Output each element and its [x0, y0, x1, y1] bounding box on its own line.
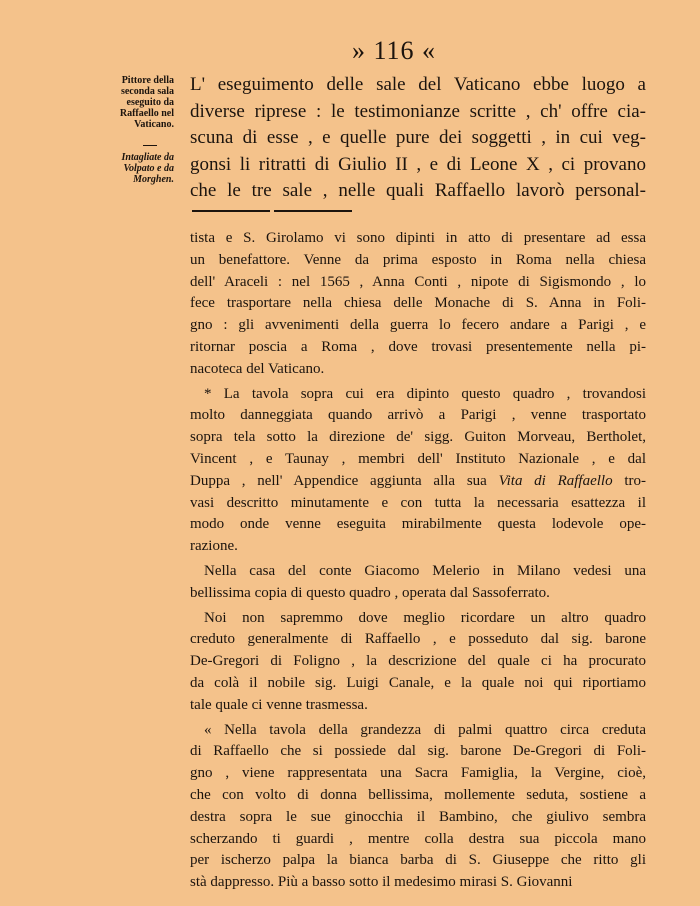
- footnote-line: scherzando ti guardi , mentre colla destra sua piccola mano: [190, 830, 646, 847]
- footnote-line: « Nella tavola della grandezza di palmi quattro circa creduta: [204, 721, 646, 738]
- margin-note-divider: [143, 145, 157, 146]
- footnote-line: Nella casa del conte Giacomo Melerio in Milano vedesi una: [204, 562, 646, 579]
- footnote-line: di Raffaello che si possiede dal sig. barone De-Gregori di Foli-: [190, 743, 646, 760]
- footnote-line: gno : gli avvenimenti della guerra lo fecero andare a Parigi , e: [190, 317, 646, 334]
- footnote-line: modo onde venne eseguita mirabilmente questa lodevole ope-: [190, 516, 646, 533]
- main-text-line: scuna di esse , e quelle pure dei soggetti , in cui veg-: [190, 127, 646, 148]
- footnote-line: destra sopra le sue ginocchia il Bambino, che giulivo sembra: [190, 808, 646, 825]
- footnote-line: gno , viene rappresentata una Sacra Famiglia, la Vergine, cioè,: [190, 765, 646, 782]
- footnote-line: dell' Araceli : nel 1565 , Anna Conti , nipote di Sigismondo , lo: [190, 273, 646, 290]
- book-title: Vita di Raffaello: [498, 472, 613, 489]
- footnote-separator: [192, 209, 352, 212]
- main-text-line: diverse riprese : le testimonianze scritte , ch' offre cia-: [190, 100, 646, 122]
- footnote-line: De-Gregori di Foligno , la descrizione del quale ci ha procurato: [190, 653, 646, 670]
- margin-note-painting: Pittore della seconda sala eseguito da Raffaello nel Vaticano.: [119, 75, 174, 130]
- footnote-line: da colà il nobile sig. Luigi Canale, e la quale noi qui riportiamo: [190, 674, 646, 691]
- footnote-line: stà dappresso. Più a basso sotto il medesimo mirasi S. Giovanni: [190, 874, 573, 891]
- footnotes: [190, 228, 646, 894]
- footnote-line: Vincent , e Taunay , membri dell' Instituto Nazionale , e dal: [190, 450, 646, 467]
- page-number: » 116 «: [352, 36, 437, 65]
- main-text-line: gonsi li ritratti di Giulio II , e di Leone X , ci provano: [190, 153, 646, 175]
- margin-note-engravers: Intagliate da Volpato e da Morghen.: [121, 152, 174, 185]
- footnote-line: Noi non sapremmo dove meglio ricordare un altro quadro: [204, 609, 646, 626]
- footnote-line: razione.: [190, 538, 238, 555]
- main-body-text: [190, 72, 646, 205]
- footnote-text: Duppa , nell' Appendice aggiunta alla sua: [190, 472, 487, 489]
- footnote-line: molto danneggiata quando arrivò a Parigi , venne trasportato: [190, 407, 646, 424]
- footnote-line-with-title: [190, 471, 646, 493]
- footnote-line: * La tavola sopra cui era dipinto questo quadro , trovandosi: [204, 385, 646, 402]
- main-text-line: L' eseguimento delle sale del Vaticano ebbe luogo a: [190, 74, 646, 95]
- footnote-line: un benefattore. Venne da prima esposto in Roma nella chiesa: [190, 251, 646, 268]
- footnote-line: sopra tela sotto la direzione de' sigg. Guiton Morveau, Bertholet,: [190, 429, 646, 446]
- footnote-line: per ischerzo palpa la bianca barba di S. Giuseppe che ritto gli: [190, 852, 646, 869]
- footnote-line: nacoteca del Vaticano.: [190, 360, 325, 377]
- footnote-line: tista e S. Girolamo vi sono dipinti in atto di presentare ad essa: [190, 230, 646, 246]
- footnote-line: tale quale ci venne trasmessa.: [190, 696, 368, 713]
- footnote-line: vasi descritto minutamente e con tutta la necessaria esattezza il: [190, 494, 646, 511]
- footnote-line: che con volto di donna bellissima, mollemente seduta, sostiene a: [190, 786, 646, 803]
- footnote-text: tro-: [612, 472, 646, 489]
- footnote-line: creduto generalmente di Raffaello , e posseduto dal sig. barone: [190, 631, 646, 648]
- footnote-line: fece trasportare nella chiesa delle Monache di S. Anna in Foli-: [190, 295, 646, 312]
- footnote-line: bellissima copia di questo quadro , operata dal Sassoferrato.: [190, 584, 550, 601]
- main-text-line: che le tre sale , nelle quali Raffaello lavorò personal-: [190, 180, 646, 201]
- footnote-line: ritornar poscia a Roma , dove trovasi presentemente nella pi-: [190, 338, 646, 355]
